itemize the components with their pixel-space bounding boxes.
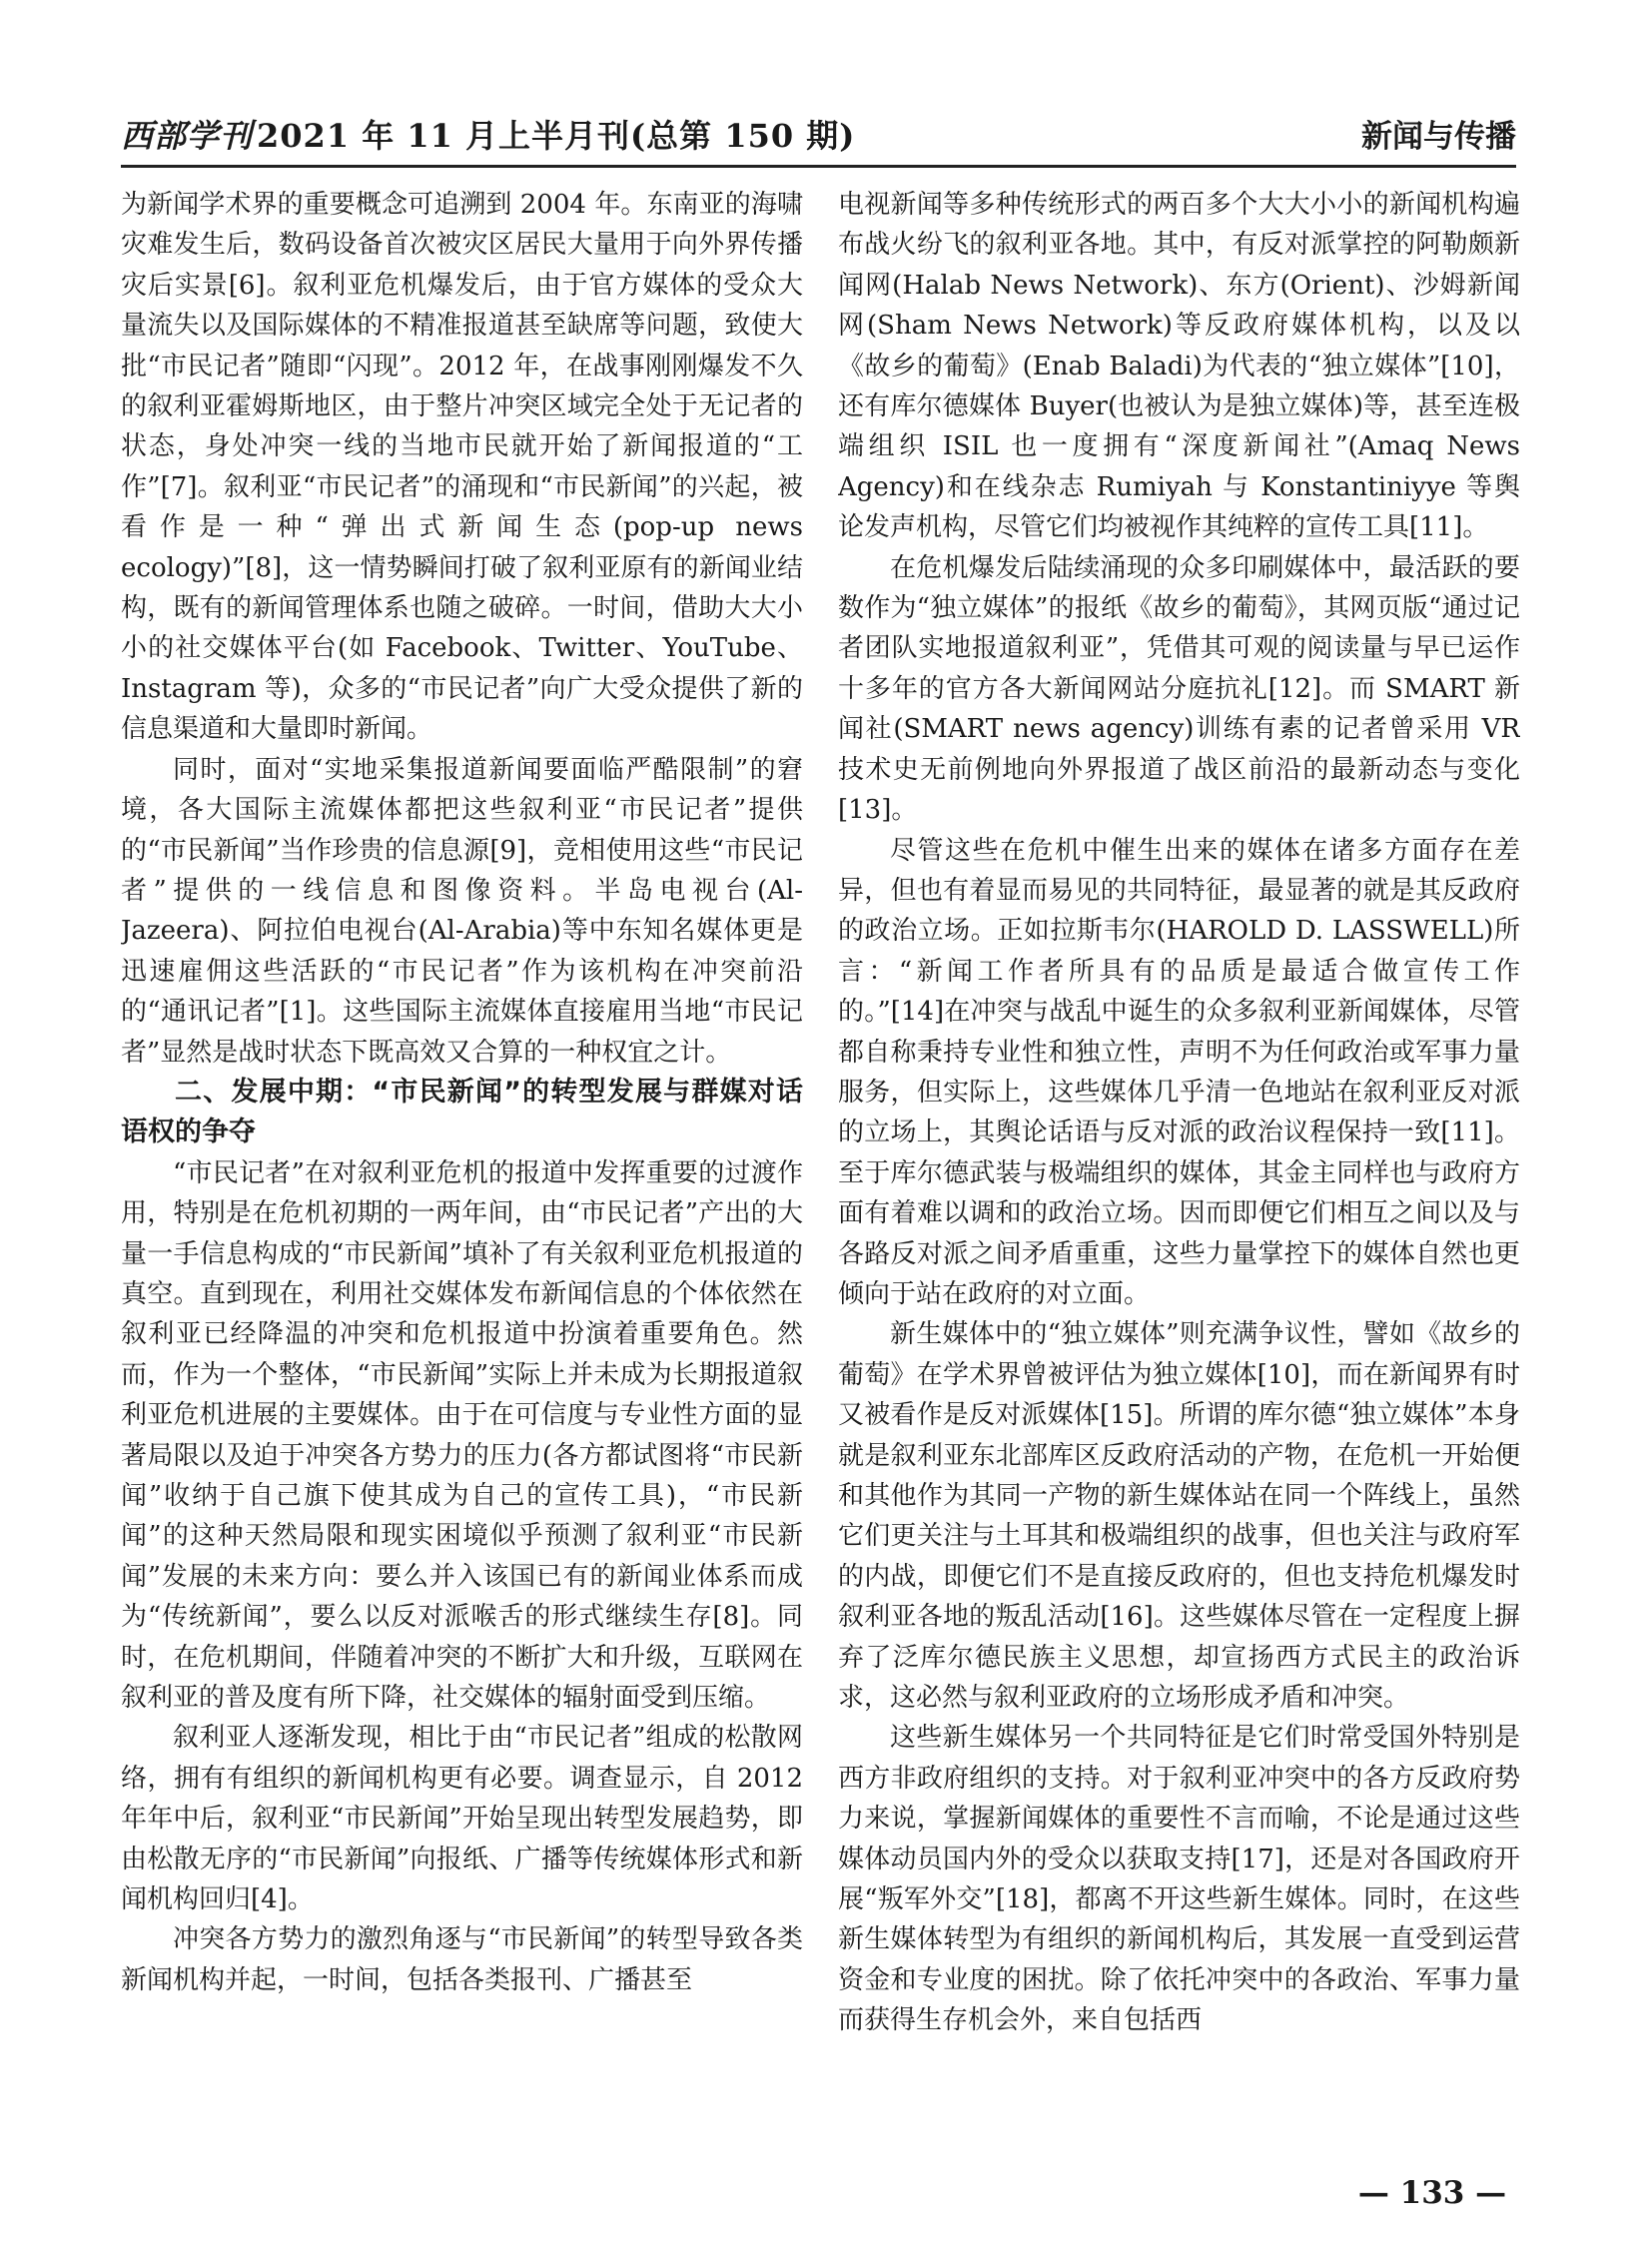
journal-logo: 西部学刊 xyxy=(121,117,254,155)
header-rule xyxy=(121,165,1516,168)
paragraph: 为新闻学术界的重要概念可追溯到 2004 年。东南亚的海啸灾难发生后，数码设备首次被灾区居民大量用于向外界传播灾后实景[6]。叙利亚危机爆发后，由于官方媒体的受众大量流失以及国际媒体的不精准报道甚至缺席等问题，致使大批“市民记者”随即“闪现”。2012 年，在战事刚刚爆发不久的叙利亚霍姆斯地区，由于整片冲突区域完全处于无记者的状态，身处冲突一线的当地市民就开始了新闻报道的“工作”[7]。叙利亚“市民记者”的涌现和“市民新闻”的兴起，被看作是一种“弹出式新闻生态(pop-up news ecology)”[8]，这一情势瞬间打破了叙利亚原有的新闻业结构，既有的新闻管理体系也随之破碎。一时间，借助大大小小的社交媒体平台(如 Facebook、Twitter、YouTube、Instagram 等)，众多的“市民记者”向广大受众提供了新的信息渠道和大量即时新闻。 xyxy=(121,190,803,745)
paragraph: 在危机爆发后陆续涌现的众多印刷媒体中，最活跃的要数作为“独立媒体”的报纸《故乡的葡萄》，其网页版“通过记者团队实地报道叙利亚”，凭借其可观的阅读量与早已运作十多年的官方各大新闻网站分庭抗礼[12]。而 SMART 新闻社(SMART news agency)训练有素的记者曾采用 VR 技术史无前例地向外界报道了战区前沿的最新动态与变化[13]。 xyxy=(838,552,1520,826)
journal-masthead xyxy=(121,111,855,157)
paragraph: 同时，面对“实地采集报道新闻要面临严酷限制”的窘境，各大国际主流媒体都把这些叙利亚“市民记者”提供的“市民新闻”当作珍贵的信息源[9]，竞相使用这些“市民记者”提供的一线信息和图像资料。半岛电视台(Al-Jazeera)、阿拉伯电视台(Al-Arabia)等中东知名媒体更是迅速雇佣这些活跃的“市民记者”作为该机构在冲突前沿的“通讯记者”[1]。这些国际主流媒体直接雇用当地“市民记者”显然是战时状态下既高效又合算的一种权宜之计。 xyxy=(121,754,803,1068)
section-title: 新闻与传播 xyxy=(1361,119,1516,155)
page-number: — 133 — xyxy=(1357,2175,1507,2211)
paragraph: 这些新生媒体另一个共同特征是它们时常受国外特别是西方非政府组织的支持。对于叙利亚冲突中的各方反政府势力来说，掌握新闻媒体的重要性不言而喻，不论是通过这些媒体动员国内外的受众以获取支持[17]，还是对各国政府开展“叛军外交”[18]，都离不开这些新生媒体。同时，在这些新生媒体转型为有组织的新闻机构后，其发展一直受到运营资金和专业度的困扰。除了依托冲突中的各政治、军事力量而获得生存机会外，来自包括西 xyxy=(838,1723,1520,2036)
section-heading: 二、发展中期：“市民新闻”的转型发展与群媒对话语权的争夺 xyxy=(121,1076,803,1148)
paragraph: 叙利亚人逐渐发现，相比于由“市民记者”组成的松散网络，拥有有组织的新闻机构更有必要。调查显示，自 2012 年年中后，叙利亚“市民新闻”开始呈现出转型发展趋势，即由松散无序的“市民新闻”向报纸、广播等传统媒体形式和新闻机构回归[4]。 xyxy=(121,1723,803,1915)
paragraph: 冲突各方势力的激烈角逐与“市民新闻”的转型导致各类新闻机构并起，一时间，包括各类报刊、广播甚至 xyxy=(121,1924,803,1995)
paragraph: “市民记者”在对叙利亚危机的报道中发挥重要的过渡作用，特别是在危机初期的一两年间，由“市民记者”产出的大量一手信息构成的“市民新闻”填补了有关叙利亚危机报道的真空。直到现在，利用社交媒体发布新闻信息的个体依然在叙利亚已经降温的冲突和危机报道中扮演着重要角色。然而，作为一个整体，“市民新闻”实际上并未成为长期报道叙利亚危机进展的主要媒体。由于在可信度与专业性方面的显著局限以及迫于冲突各方势力的压力(各方都试图将“市民新闻”收纳于自己旗下使其成为自己的宣传工具)，“市民新闻”的这种天然局限和现实困境似乎预测了叙利亚“市民新闻”发展的未来方向：要么并入该国已有的新闻业体系而成为“传统新闻”，要么以反对派喉舌的形式继续生存[8]。同时，在危机期间，伴随着冲突的不断扩大和升级，互联网在叙利亚的普及度有所下降，社交媒体的辐射面受到压缩。 xyxy=(121,1157,803,1714)
paragraph: 新生媒体中的“独立媒体”则充满争议性，譬如《故乡的葡萄》在学术界曾被评估为独立媒体[10]，而在新闻界有时又被看作是反对派媒体[15]。所谓的库尔德“独立媒体”本身就是叙利亚东北部库区反政府活动的产物，在危机一开始便和其他作为其同一产物的新生媒体站在同一个阵线上，虽然它们更关注与土耳其和极端组织的战事，但也关注与政府军的内战，即便它们不是直接反政府的，但也支持危机爆发时叙利亚各地的叛乱活动[16]。这些媒体尽管在一定程度上摒弃了泛库尔德民族主义思想，却宣扬西方式民主的政治诉求，这必然与叙利亚政府的立场形成矛盾和冲突。 xyxy=(838,1319,1520,1714)
paragraph: 电视新闻等多种传统形式的两百多个大大小小的新闻机构遍布战火纷飞的叙利亚各地。其中，有反对派掌控的阿勒颇新闻网(Halab News Network)、东方(Orient)、沙姆新闻网(Sham News Network)等反政府媒体机构，以及以《故乡的葡萄》(Enab Baladi)为代表的“独立媒体”[10]，还有库尔德媒体 Buyer(也被认为是独立媒体)等，甚至连极端组织 ISIL 也一度拥有“深度新闻社”(Amaq News Agency)和在线杂志 Rumiyah 与 Konstantiniyye 等舆论发声机构，尽管它们均被视作其纯粹的宣传工具[11]。 xyxy=(838,190,1520,543)
right-column xyxy=(838,185,1520,2112)
left-column xyxy=(121,185,803,2112)
paragraph: 尽管这些在危机中催生出来的媒体在诸多方面存在差异，但也有着显而易见的共同特征，最显著的就是其反政府的政治立场。正如拉斯韦尔(HAROLD D. LASSWELL)所言：“新闻工作者所具有的品质是最适合做宣传工作的。”[14]在冲突与战乱中诞生的众多叙利亚新闻媒体，尽管都自称秉持专业性和独立性，声明不为任何政治或军事力量服务，但实际上，这些媒体几乎清一色地站在叙利亚反对派的立场上，其舆论话语与反对派的政治议程保持一致[11]。至于库尔德武装与极端组织的媒体，其金主同样也与政府方面有着难以调和的政治立场。因而即便它们相互之间以及与各路反对派之间矛盾重重，这些力量掌控下的媒体自然也更倾向于站在政府的对立面。 xyxy=(838,835,1520,1309)
page-header xyxy=(121,105,1516,155)
issue-info: 2021 年 11 月上半月刊(总第 150 期) xyxy=(257,117,856,155)
